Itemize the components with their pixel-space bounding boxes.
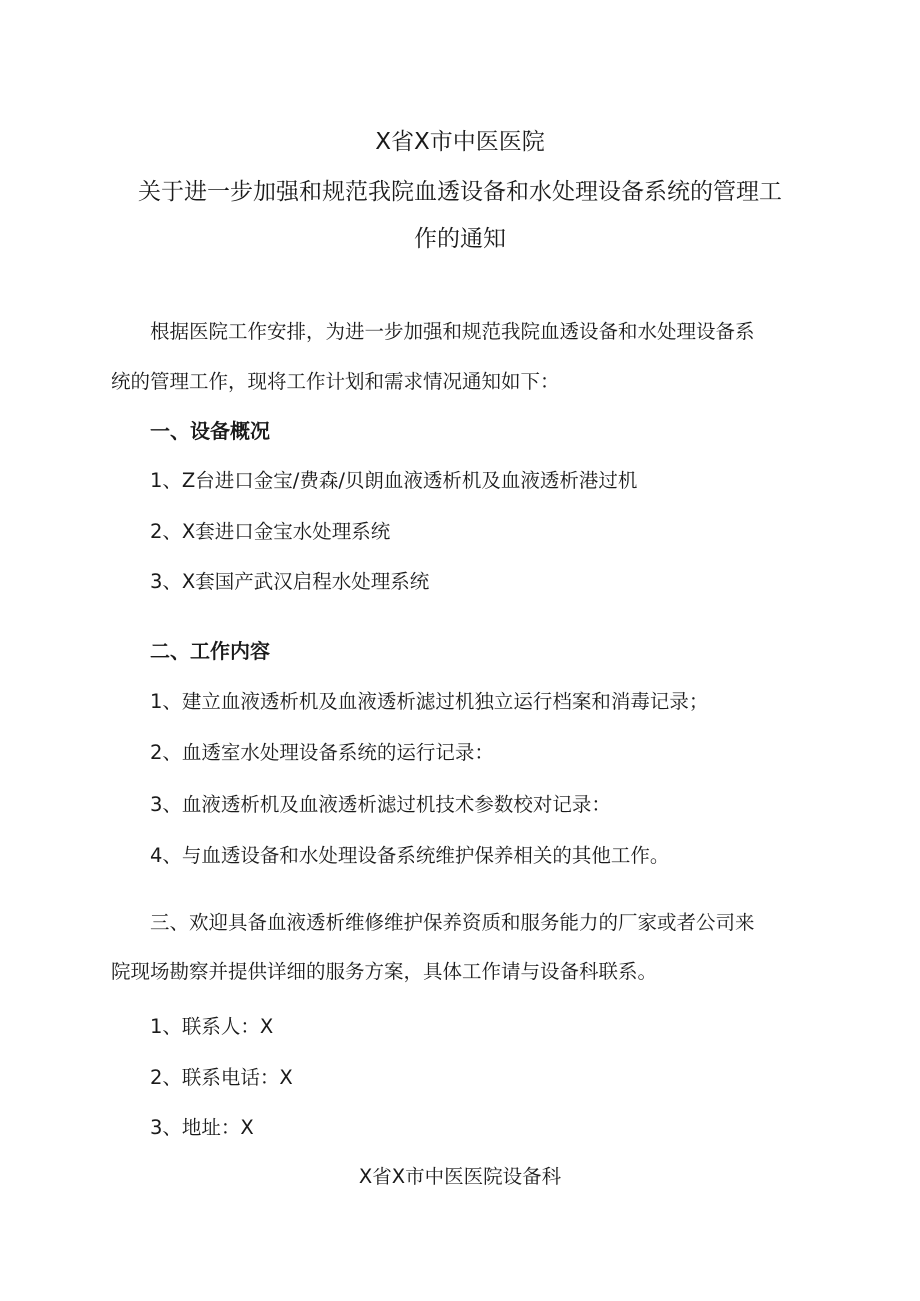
section-3-paragraph-line-2: 院现场勘察并提供详细的服务方案，具体工作请与设备科联系。 xyxy=(111,960,658,983)
section-3-paragraph-line-1: 三、欢迎具备血液透析维修维护保养资质和服务能力的厂家或者公司来 xyxy=(150,911,755,934)
document-title-line-2: 作的通知 xyxy=(414,226,506,252)
intro-paragraph-line-2: 统的管理工作，现将工作计划和需求情况通知如下： xyxy=(111,370,560,393)
section-2-item: 4、与血透设备和水处理设备系统维护保养相关的其他工作。 xyxy=(150,844,670,867)
contact-phone: 2、联系电话：X xyxy=(150,1066,293,1089)
section-1-item: 1、Z台进口金宝/费森/贝朗血液透析机及血液透析港过机 xyxy=(150,469,638,492)
section-1-item: 2、X套进口金宝水处理系统 xyxy=(150,520,391,543)
contact-address: 3、地址：X xyxy=(150,1116,254,1139)
section-2-item: 1、建立血液透析机及血液透析滤过机独立运行档案和消毒记录； xyxy=(150,690,709,713)
contact-person: 1、联系人：X xyxy=(150,1015,274,1038)
intro-paragraph-line-1: 根据医院工作安排，为进一步加强和规范我院血透设备和水处理设备系 xyxy=(150,320,755,343)
section-1-heading: 一、设备概况 xyxy=(150,419,270,443)
section-2-item: 3、血液透析机及血液透析滤过机技术参数校对记录： xyxy=(150,793,611,816)
document-title-line-1: 关于进一步加强和规范我院血透设备和水处理设备系统的管理工 xyxy=(138,179,782,205)
section-2-heading: 二、工作内容 xyxy=(150,639,270,663)
document-org-title: X省X市中医医院 xyxy=(375,129,545,155)
signature-department: X省X市中医医院设备科 xyxy=(358,1165,562,1188)
section-2-item: 2、血透室水处理设备系统的运行记录： xyxy=(150,741,494,764)
section-1-item: 3、X套国产武汉启程水处理系统 xyxy=(150,570,430,593)
